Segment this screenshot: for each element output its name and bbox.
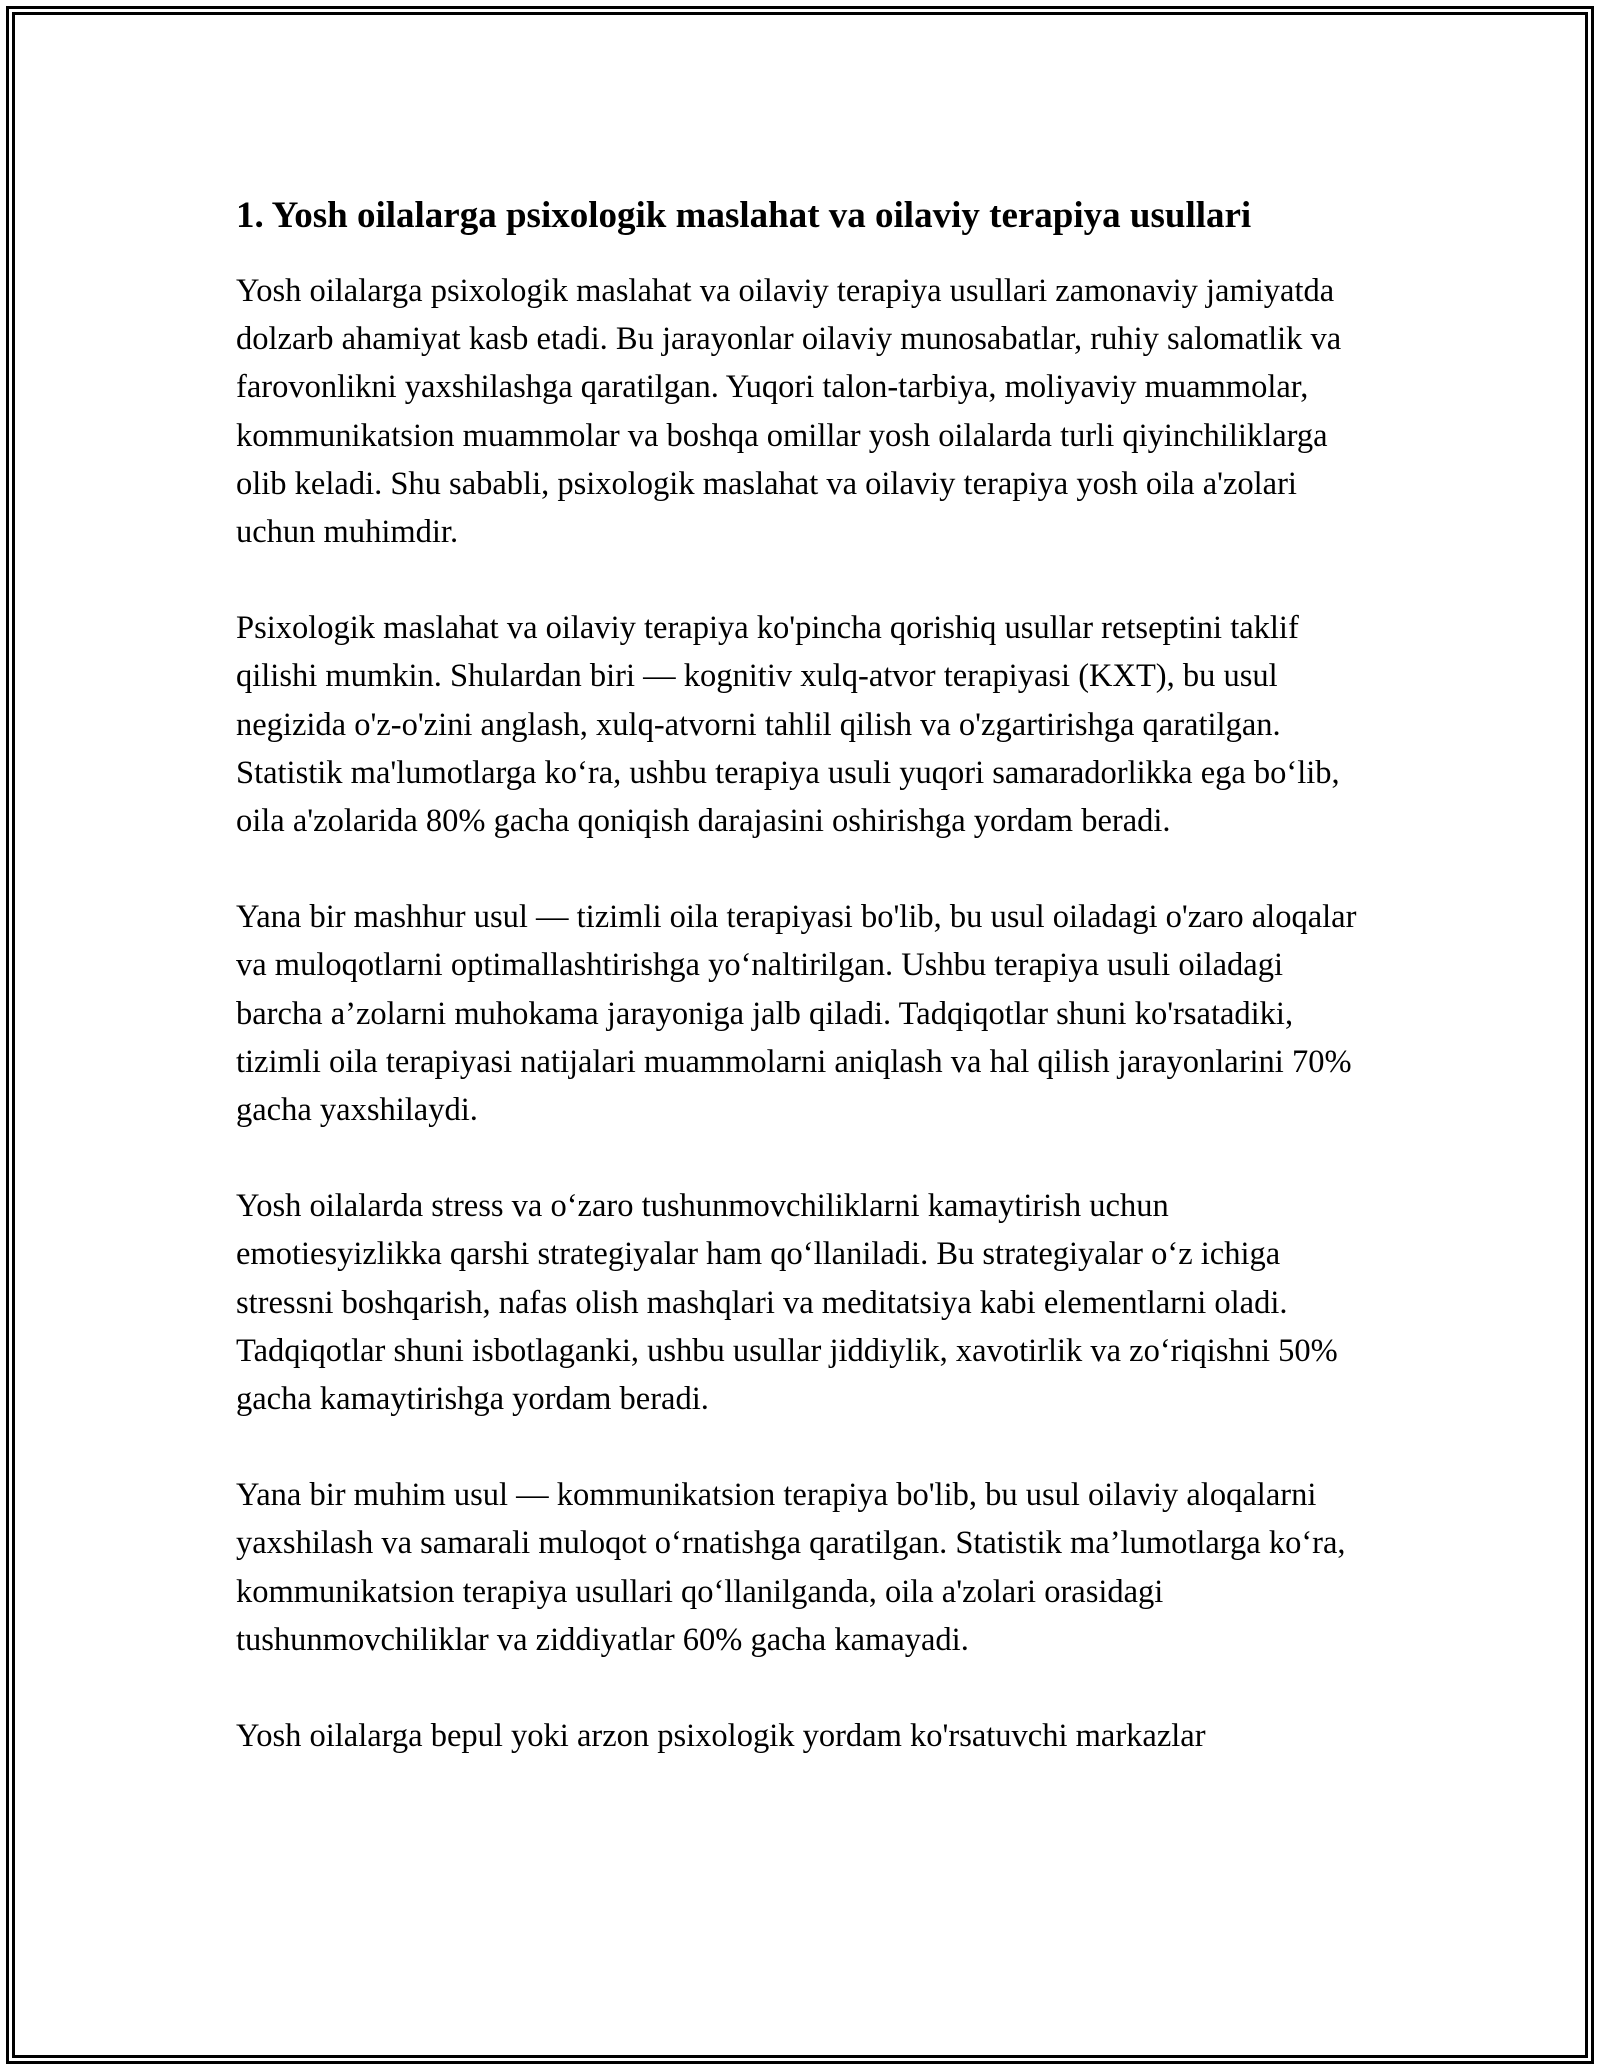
document-body [236, 188, 1366, 1808]
paragraph-cbt: Psixologik maslahat va oilaviy terapiya ko'pincha qorishiq usullar retseptini taklif qilishi mumkin. Shulardan biri — kognitiv xulq-atvor terapiyasi (KXT), bu usul negizida o'z-o'zini anglash, xulq-atvorni tahlil qilish va o'zgartirishga qaratilgan. Statistik ma'lumotlarga ko‘ra, ushbu terapiya usuli yuqori samaradorlikka ega bo‘lib, oila a'zolarida 80% gacha qoniqish darajasini oshirishga yordam beradi. [236, 610, 1340, 840]
paragraph-systemic-therapy: Yana bir mashhur usul — tizimli oila terapiyasi bo'lib, bu usul oiladagi o'zaro aloqalar va muloqotlarni optimallashtirishga yo‘naltirilgan. Ushbu terapiya usuli oiladagi barcha a’zolarni muhokama jarayoniga jalb qiladi. Tadqiqotlar shuni ko'rsatadiki, tizimli oila terapiyasi natijalari muammolarni aniqlash va hal qilish jarayonlarini 70% gacha yaxshilaydi. [236, 899, 1357, 1129]
paragraph-stress-strategies: Yosh oilalarda stress va o‘zaro tushunmovchiliklarni kamaytirish uchun emotiesyizlikka qarshi strategiyalar ham qo‘llaniladi. Bu strategiyalar o‘z ichiga stressni boshqarish, nafas olish mashqlari va meditatsiya kabi elementlarni oladi. Tadqiqotlar shuni isbotlaganki, ushbu usullar jiddiylik, xavotirlik va zo‘riqishni 50% gacha kamaytirishga yordam beradi. [236, 1188, 1338, 1418]
section-title: 1. Yosh oilalarga psixologik maslahat va oilaviy terapiya usullari [236, 195, 1252, 236]
paragraph-intro: Yosh oilalarga psixologik maslahat va oilaviy terapiya usullari zamonaviy jamiyatda dolzarb ahamiyat kasb etadi. Bu jarayonlar oilaviy munosabatlar, ruhiy salomatlik va farovonlikni yaxshilashga qaratilgan. Yuqori talon-tarbiya, moliyaviy muammolar, kommunikatsion muammolar va boshqa omillar yosh oilalarda turli qiyinchiliklarga olib keladi. Shu sababli, psixologik maslahat va oilaviy terapiya yosh oila a'zolari uchun muhimdir. [236, 273, 1342, 551]
paragraph-communication-therapy: Yana bir muhim usul — kommunikatsion terapiya bo'lib, bu usul oilaviy aloqalarni yaxshilash va samarali muloqot o‘rnatishga qaratilgan. Statistik ma’lumotlarga ko‘ra, kommunikatsion terapiya usullari qo‘llanilganda, oila a'zolari orasidagi tushunmovchiliklar va ziddiyatlar 60% gacha kamayadi. [236, 1477, 1346, 1658]
paragraph-support-centers: Yosh oilalarga bepul yoki arzon psixologik yordam ko'rsatuvchi markazlar [236, 1718, 1206, 1755]
